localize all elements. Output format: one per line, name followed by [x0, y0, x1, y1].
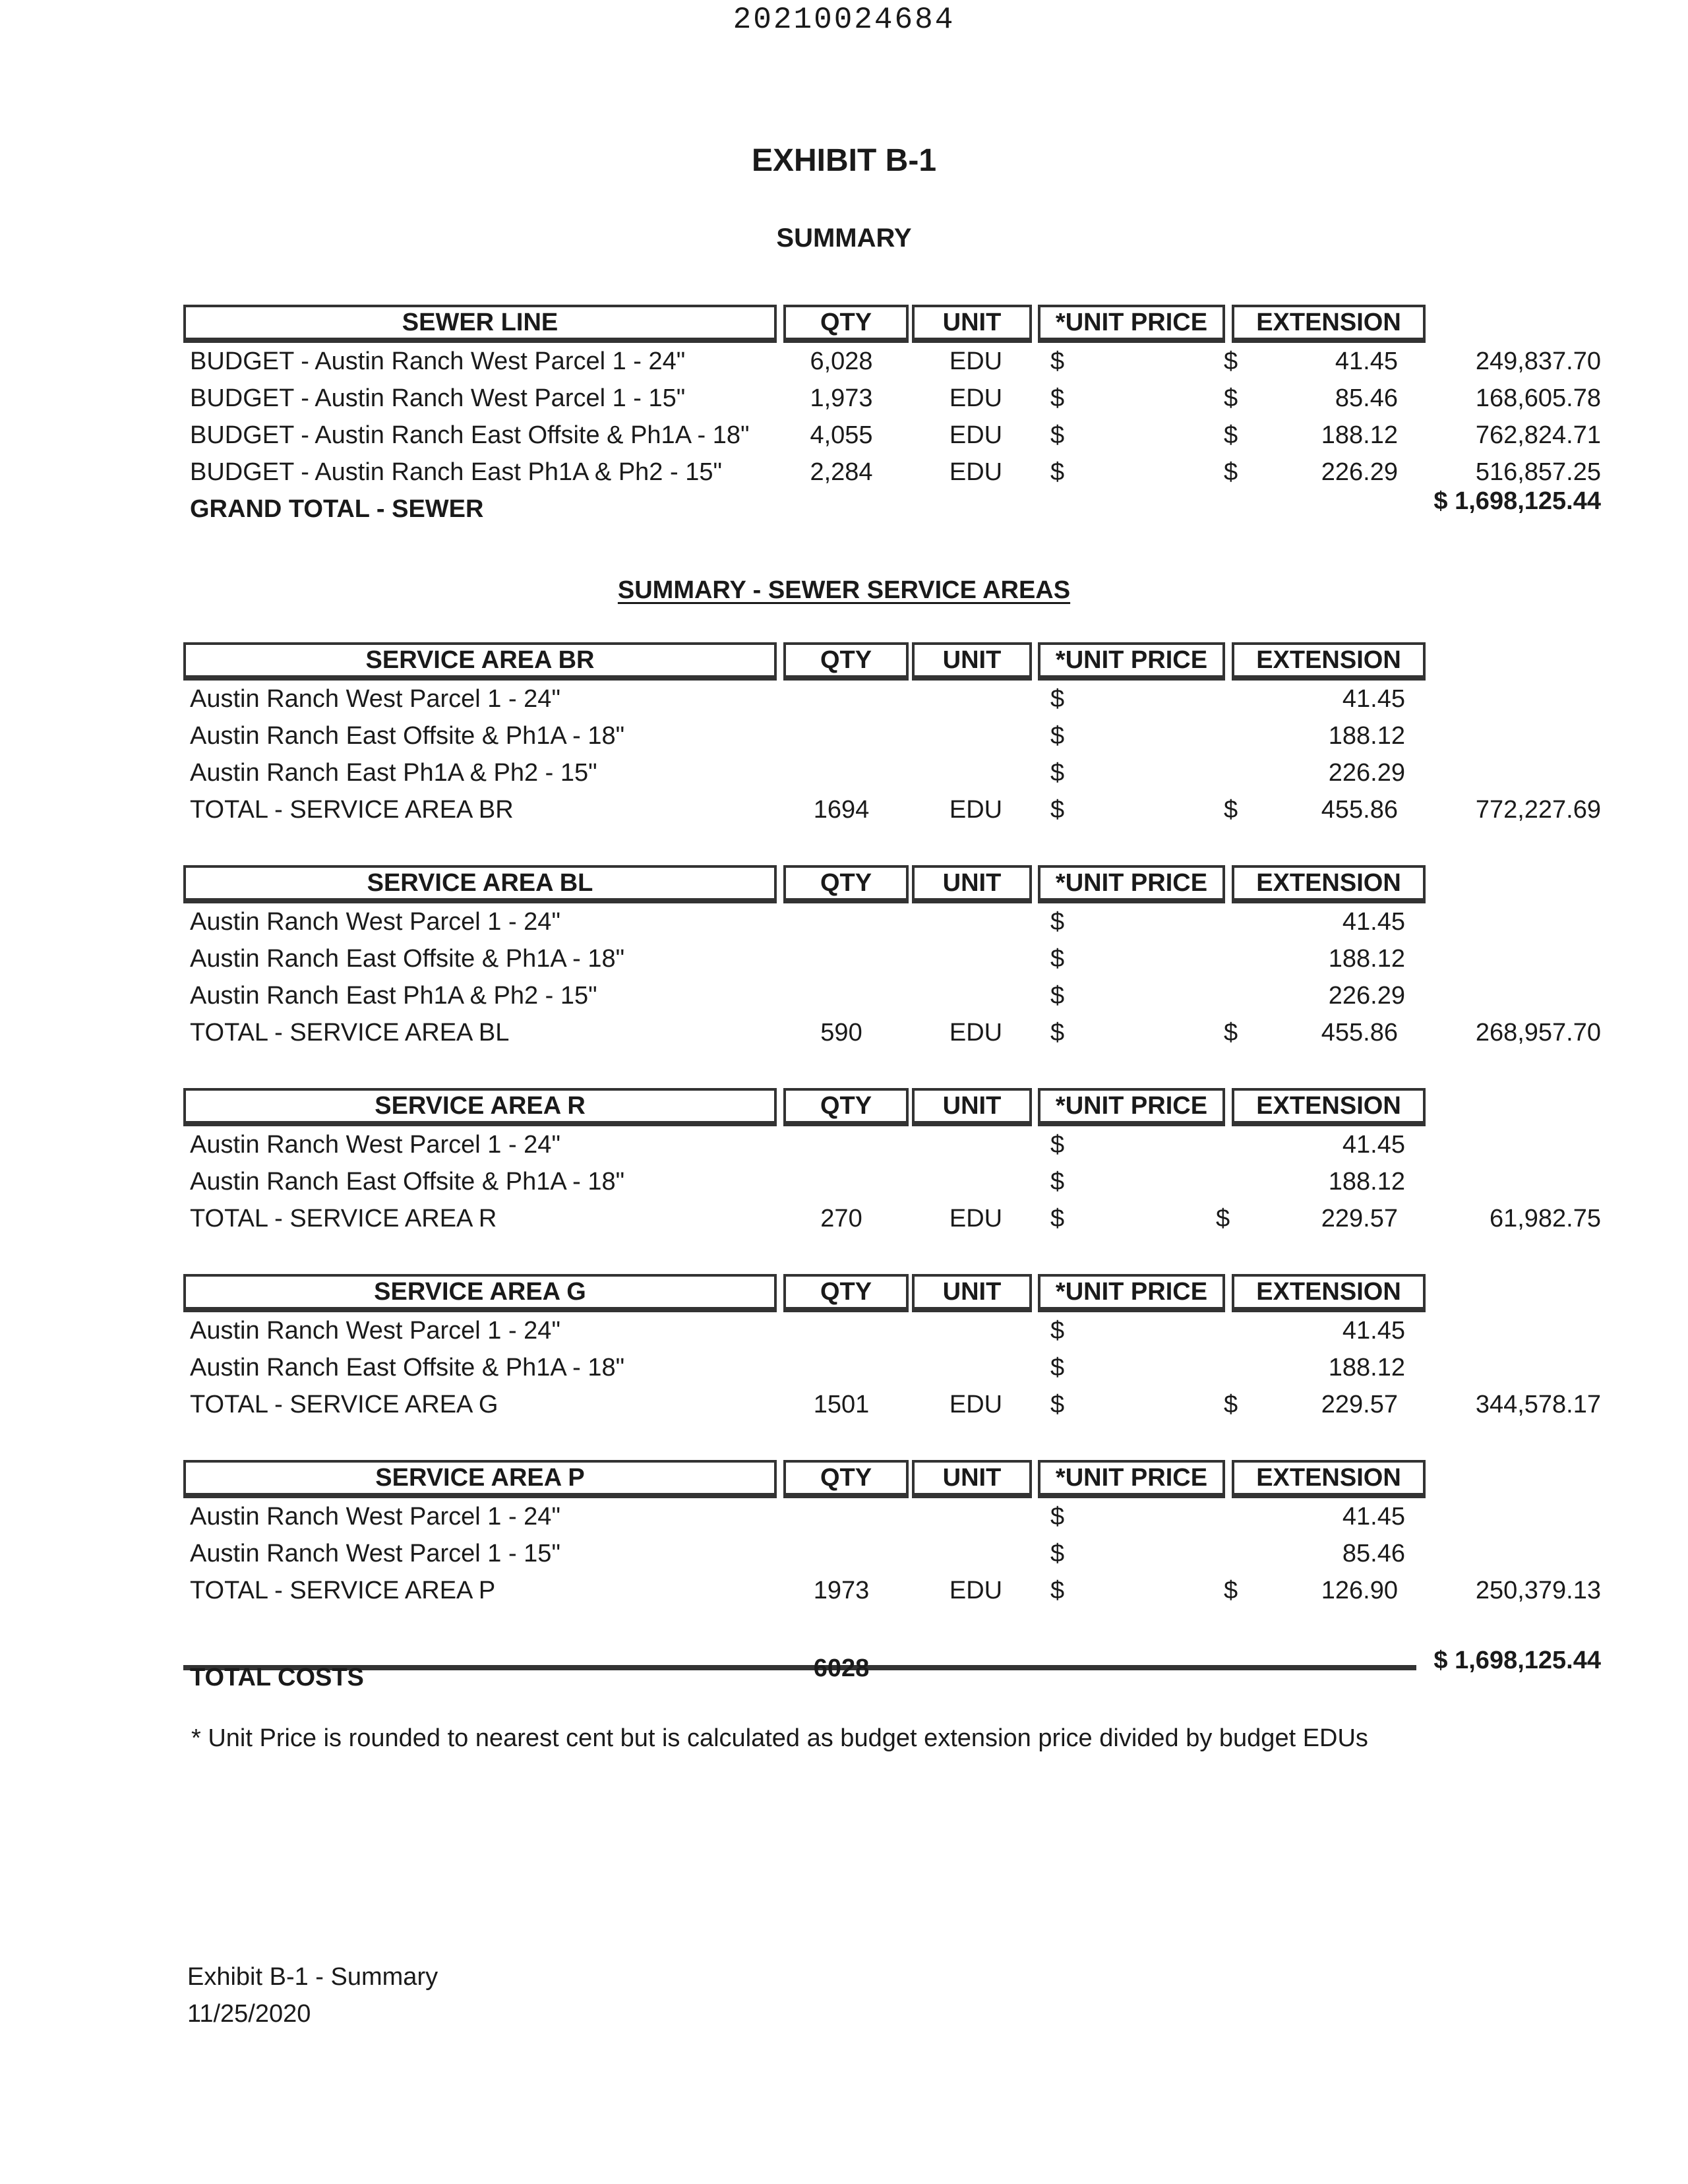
- header-description: SERVICE AREA BR: [183, 642, 777, 681]
- dollar-sign: $: [1050, 945, 1065, 973]
- row-description: Austin Ranch West Parcel 1 - 24": [190, 1503, 560, 1531]
- row-description: Austin Ranch East Offsite & Ph1A - 18": [190, 1168, 625, 1196]
- row-description: BUDGET - Austin Ranch West Parcel 1 - 24": [190, 348, 686, 375]
- table-row: [183, 454, 1601, 491]
- table-row: [183, 1349, 1423, 1386]
- row-description: Austin Ranch East Offsite & Ph1A - 18": [190, 945, 625, 973]
- table-row: [183, 977, 1423, 1014]
- row-unit-price: 85.46: [1342, 1540, 1405, 1567]
- dollar-sign: $: [1224, 458, 1238, 486]
- total-label: TOTAL - SERVICE AREA R: [190, 1205, 497, 1232]
- summary-title: SUMMARY: [776, 224, 912, 253]
- total-costs-value: $ 1,698,125.44: [1433, 1647, 1601, 1674]
- header-qty: QTY: [783, 642, 909, 681]
- row-unit-price: 226.29: [1321, 458, 1398, 486]
- total-row: [183, 1386, 1601, 1423]
- row-extension: 762,824.71: [1475, 421, 1601, 449]
- dollar-sign: $: [1050, 722, 1065, 750]
- total-row: [183, 1200, 1601, 1237]
- total-costs-row: [183, 1642, 1601, 1695]
- table-row: [183, 1163, 1423, 1200]
- total-label: TOTAL - SERVICE AREA G: [190, 1391, 498, 1418]
- grand-total-row: [183, 487, 1601, 528]
- row-unit-price: 188.12: [1328, 945, 1405, 973]
- table-row: [183, 1535, 1423, 1572]
- total-label: TOTAL - SERVICE AREA BR: [190, 796, 514, 824]
- row-description: Austin Ranch West Parcel 1 - 24": [190, 1317, 560, 1345]
- dollar-sign: $: [1224, 1391, 1238, 1418]
- header-extension: EXTENSION: [1232, 1460, 1426, 1498]
- row-unit-price: 85.46: [1335, 384, 1398, 412]
- dollar-sign: $: [1050, 1354, 1065, 1381]
- header-unit: UNIT: [912, 1274, 1032, 1312]
- total-row: [183, 1572, 1601, 1609]
- header-qty: QTY: [783, 1274, 909, 1312]
- total-unit: EDU: [949, 1391, 1003, 1418]
- row-description: Austin Ranch West Parcel 1 - 24": [190, 908, 560, 936]
- row-description: Austin Ranch East Ph1A & Ph2 - 15": [190, 759, 597, 787]
- total-row: [183, 1014, 1601, 1051]
- row-qty: 6,028: [810, 348, 873, 375]
- dollar-sign: $: [1050, 1540, 1065, 1567]
- total-costs-label: TOTAL COSTS: [190, 1664, 364, 1691]
- dollar-sign: $: [1224, 384, 1238, 412]
- table-header: [183, 865, 1423, 903]
- table-row: [183, 1312, 1423, 1349]
- header-unit-price: *UNIT PRICE: [1038, 865, 1225, 903]
- header-extension: EXTENSION: [1232, 1088, 1426, 1126]
- row-description: Austin Ranch East Offsite & Ph1A - 18": [190, 722, 625, 750]
- table-header: [183, 305, 1423, 343]
- total-unit: EDU: [949, 1577, 1003, 1604]
- table-row: [183, 380, 1601, 417]
- footer-date: 11/25/2020: [187, 2000, 311, 2028]
- total-unit: EDU: [949, 1205, 1003, 1232]
- service-areas-title: [0, 574, 1688, 607]
- row-unit-price: 41.45: [1342, 1503, 1405, 1531]
- table-row: [183, 681, 1423, 717]
- service-area-bl-table: [183, 865, 1601, 1051]
- dollar-sign: $: [1050, 1205, 1065, 1232]
- row-unit-price: 41.45: [1342, 685, 1405, 713]
- dollar-sign: $: [1050, 384, 1065, 412]
- total-row: [183, 791, 1601, 828]
- row-unit-price: 41.45: [1342, 908, 1405, 936]
- dollar-sign: $: [1224, 1019, 1238, 1046]
- row-extension: 516,857.25: [1475, 458, 1601, 486]
- header-description: SERVICE AREA R: [183, 1088, 777, 1126]
- header-unit-price: *UNIT PRICE: [1038, 1088, 1225, 1126]
- table-row: [183, 1498, 1423, 1535]
- total-extension: 772,227.69: [1475, 796, 1601, 824]
- service-area-p-table: [183, 1460, 1601, 1609]
- table-row: [183, 1126, 1423, 1163]
- header-unit-price: *UNIT PRICE: [1038, 1460, 1225, 1498]
- header-qty: QTY: [783, 1088, 909, 1126]
- header-extension: EXTENSION: [1232, 1274, 1426, 1312]
- header-unit-price: *UNIT PRICE: [1038, 1274, 1225, 1312]
- total-qty: 270: [820, 1205, 862, 1232]
- dollar-sign: $: [1050, 759, 1065, 787]
- row-unit-price: 41.45: [1342, 1131, 1405, 1159]
- row-description: Austin Ranch East Offsite & Ph1A - 18": [190, 1354, 625, 1381]
- service-area-r-table: [183, 1088, 1601, 1237]
- row-unit-price: 188.12: [1321, 421, 1398, 449]
- dollar-sign: $: [1216, 1205, 1230, 1232]
- footer-title: Exhibit B-1 - Summary: [187, 1963, 438, 1991]
- total-qty: 1501: [813, 1391, 870, 1418]
- header-unit: UNIT: [912, 865, 1032, 903]
- table-row: [183, 940, 1423, 977]
- row-description: BUDGET - Austin Ranch West Parcel 1 - 15": [190, 384, 686, 412]
- header-unit-price: *UNIT PRICE: [1038, 305, 1225, 343]
- dollar-sign: $: [1050, 1391, 1065, 1418]
- row-extension: 249,837.70: [1475, 348, 1601, 375]
- row-qty: 1,973: [810, 384, 873, 412]
- dollar-sign: $: [1224, 348, 1238, 375]
- table-row: [183, 343, 1601, 380]
- row-unit-price: 188.12: [1328, 722, 1405, 750]
- dollar-sign: $: [1224, 1577, 1238, 1604]
- table-row: [183, 903, 1423, 940]
- dollar-sign: $: [1050, 1168, 1065, 1196]
- row-unit: EDU: [949, 421, 1003, 449]
- total-extension: 250,379.13: [1475, 1577, 1601, 1604]
- dollar-sign: $: [1224, 796, 1238, 824]
- grand-total-value: $ 1,698,125.44: [1433, 487, 1601, 515]
- table-row: [183, 417, 1601, 454]
- total-extension: 268,957.70: [1475, 1019, 1601, 1046]
- document-number: 20210024684: [733, 3, 955, 37]
- dollar-sign: $: [1050, 1019, 1065, 1046]
- row-unit: EDU: [949, 458, 1003, 486]
- header-unit-price: *UNIT PRICE: [1038, 642, 1225, 681]
- sewer-line-table: [183, 305, 1601, 528]
- dollar-sign: $: [1050, 908, 1065, 936]
- total-qty: 1973: [813, 1577, 870, 1604]
- dollar-sign: $: [1050, 1317, 1065, 1345]
- grand-total-label: GRAND TOTAL - SEWER: [190, 495, 484, 523]
- header-unit: UNIT: [912, 642, 1032, 681]
- row-extension: 168,605.78: [1475, 384, 1601, 412]
- total-unit: EDU: [949, 796, 1003, 824]
- header-extension: EXTENSION: [1232, 865, 1426, 903]
- header-description: SERVICE AREA P: [183, 1460, 777, 1498]
- row-description: Austin Ranch West Parcel 1 - 24": [190, 1131, 560, 1159]
- header-qty: QTY: [783, 305, 909, 343]
- header-unit: UNIT: [912, 305, 1032, 343]
- service-areas-title-text: SUMMARY - SEWER SERVICE AREAS: [617, 576, 1071, 604]
- dollar-sign: $: [1050, 1131, 1065, 1159]
- dollar-sign: $: [1050, 796, 1065, 824]
- row-unit-price: 188.12: [1328, 1168, 1405, 1196]
- table-row: [183, 717, 1423, 754]
- table-header: [183, 1460, 1423, 1498]
- row-unit-price: 41.45: [1342, 1317, 1405, 1345]
- total-extension: 61,982.75: [1489, 1205, 1601, 1232]
- total-qty: 1694: [813, 796, 870, 824]
- dollar-sign: $: [1050, 982, 1065, 1010]
- dollar-sign: $: [1050, 1577, 1065, 1604]
- row-qty: 2,284: [810, 458, 873, 486]
- unit-price-footnote: * Unit Price is rounded to nearest cent but is calculated as budget extension price divided by budget EDUs: [191, 1724, 1368, 1752]
- total-extension: 344,578.17: [1475, 1391, 1601, 1418]
- total-qty: 590: [820, 1019, 862, 1046]
- row-description: Austin Ranch West Parcel 1 - 15": [190, 1540, 560, 1567]
- total-label: TOTAL - SERVICE AREA P: [190, 1577, 496, 1604]
- total-costs-qty: 6028: [813, 1654, 870, 1682]
- total-unit-price: 455.86: [1321, 1019, 1398, 1046]
- row-description: BUDGET - Austin Ranch East Offsite & Ph1A - 18": [190, 421, 750, 449]
- row-unit-price: 226.29: [1328, 759, 1405, 787]
- row-qty: 4,055: [810, 421, 873, 449]
- total-label: TOTAL - SERVICE AREA BL: [190, 1019, 510, 1046]
- header-extension: EXTENSION: [1232, 305, 1426, 343]
- exhibit-title: EXHIBIT B-1: [751, 143, 937, 178]
- dollar-sign: $: [1224, 421, 1238, 449]
- header-qty: QTY: [783, 1460, 909, 1498]
- header-qty: QTY: [783, 865, 909, 903]
- total-unit-price: 229.57: [1321, 1205, 1398, 1232]
- row-unit: EDU: [949, 384, 1003, 412]
- total-unit: EDU: [949, 1019, 1003, 1046]
- row-description: Austin Ranch West Parcel 1 - 24": [190, 685, 560, 713]
- total-unit-price: 229.57: [1321, 1391, 1398, 1418]
- service-area-br-table: [183, 642, 1601, 828]
- table-header: [183, 1088, 1423, 1126]
- total-unit-price: 455.86: [1321, 796, 1398, 824]
- table-header: [183, 642, 1423, 681]
- row-description: BUDGET - Austin Ranch East Ph1A & Ph2 - 15": [190, 458, 722, 486]
- total-unit-price: 126.90: [1321, 1577, 1398, 1604]
- row-unit: EDU: [949, 348, 1003, 375]
- dollar-sign: $: [1050, 685, 1065, 713]
- dollar-sign: $: [1050, 348, 1065, 375]
- header-description: SERVICE AREA BL: [183, 865, 777, 903]
- table-header: [183, 1274, 1423, 1312]
- row-unit-price: 41.45: [1335, 348, 1398, 375]
- header-unit: UNIT: [912, 1088, 1032, 1126]
- header-unit: UNIT: [912, 1460, 1032, 1498]
- dollar-sign: $: [1050, 1503, 1065, 1531]
- row-unit-price: 226.29: [1328, 982, 1405, 1010]
- total-costs-table: [183, 1642, 1601, 1695]
- table-row: [183, 754, 1423, 791]
- header-description: SEWER LINE: [183, 305, 777, 343]
- header-description: SERVICE AREA G: [183, 1274, 777, 1312]
- dollar-sign: $: [1050, 421, 1065, 449]
- service-area-g-table: [183, 1274, 1601, 1423]
- row-unit-price: 188.12: [1328, 1354, 1405, 1381]
- dollar-sign: $: [1050, 458, 1065, 486]
- row-description: Austin Ranch East Ph1A & Ph2 - 15": [190, 982, 597, 1010]
- page-footer: [187, 1958, 438, 2032]
- header-extension: EXTENSION: [1232, 642, 1426, 681]
